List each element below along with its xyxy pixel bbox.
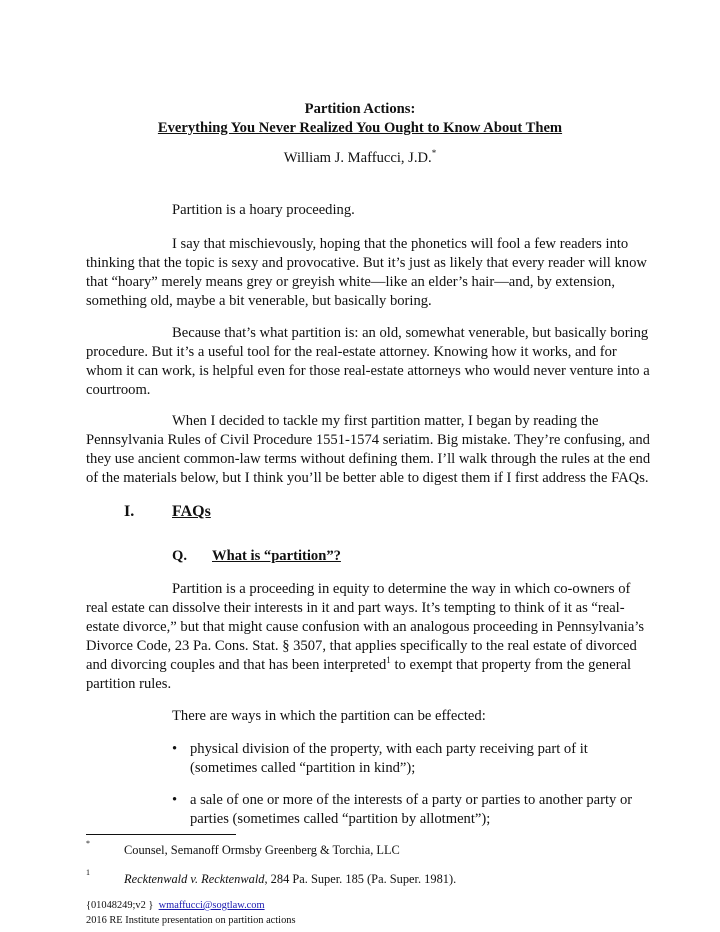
- author-name: William J. Maffucci, J.D.: [283, 150, 432, 166]
- paragraph-3-line: Because that’s what partition is: an old, somewhat venerable, but basically boring: [172, 325, 649, 341]
- footnote-separator: [86, 834, 236, 835]
- paragraph-4-line: Pennsylvania Rules of Civil Procedure 1551-1574 seriatim. Big mistake. They’re confusing, and: [86, 432, 650, 448]
- footnote-text: Recktenwald v. Recktenwald, 284 Pa. Super. 185 (Pa. Super. 1981).: [124, 872, 457, 886]
- question-label: Q.: [172, 548, 187, 564]
- answer-line-with-ref: and divorcing couples and that has been interpreted$^1$ to exempt that property from the general: [86, 655, 632, 673]
- paragraph-2-line: I say that mischievously, hoping that the phonetics will fool a few readers into: [172, 236, 629, 252]
- bullet-item-line: (sometimes called “partition in kind”);: [190, 760, 416, 776]
- footnote-ref-1: 1: [386, 655, 391, 666]
- question-heading: What is “partition”?: [212, 548, 341, 564]
- paragraph-4-line: they use ancient common-law terms without defining them. I’ll walk through the rules at the end: [86, 451, 651, 467]
- bullet-icon: •: [172, 792, 178, 808]
- paragraph-3-line: courtroom.: [86, 382, 151, 398]
- paragraph-2-line: thinking that the topic is sexy and provocative. But it’s just as likely that every reader will know: [86, 255, 647, 271]
- bullet-item-line: a sale of one or more of the interests of a party or parties to another party or: [190, 792, 633, 808]
- footer-doc-line: [86, 900, 265, 911]
- footer-caption: 2016 RE Institute presentation on partition actions: [86, 915, 296, 926]
- section-number: I.: [124, 503, 135, 520]
- ways-intro: There are ways in which the partition can be effected:: [172, 708, 486, 724]
- answer-line: real estate can dissolve their interests in it and part ways. It’s tempting to think of it as “real-: [86, 600, 625, 616]
- footnote-mark: 1: [86, 868, 90, 877]
- email-link[interactable]: wmaffucci@sogtlaw.com: [158, 900, 265, 911]
- paragraph-4-line: When I decided to tackle my first partition matter, I began by reading the: [172, 413, 599, 429]
- answer-line: partition rules.: [86, 676, 172, 692]
- paragraph-4-line: of the materials below, but I think you’ll be better able to digest them if I first address the FAQs.: [86, 470, 649, 486]
- case-name: Recktenwald v. Recktenwald: [124, 872, 265, 886]
- doc-id: {01048249;v2 }: [86, 900, 154, 911]
- answer-line: estate divorce,” but that might cause confusion with an analogous proceeding in Pennsylvania’s: [86, 619, 645, 635]
- paragraph-3-line: procedure. But it’s a useful tool for the real-estate attorney. Knowing how it works, and for: [86, 344, 617, 360]
- bullet-item-line: parties (sometimes called “partition by allotment”);: [190, 811, 491, 827]
- footnote-mark: *: [86, 839, 90, 848]
- paragraph-1: Partition is a hoary proceeding.: [172, 202, 355, 218]
- answer-line: Partition is a proceeding in equity to determine the way in which co-owners of: [172, 581, 631, 597]
- answer-line: Divorce Code, 23 Pa. Cons. Stat. § 3507, that applies specifically to the real estate of divorced: [86, 638, 637, 654]
- footnote-text: Counsel, Semanoff Ormsby Greenberg & Torchia, LLC: [124, 843, 400, 857]
- bullet-item-line: physical division of the property, with each party receiving part of it: [190, 741, 588, 757]
- paragraph-2-line: that “hoary” merely means grey or greyish white—like an elder’s hair—and, by extension,: [86, 274, 615, 290]
- document-title: Partition Actions:: [304, 101, 416, 117]
- section-title: FAQs: [172, 503, 211, 520]
- document-subtitle: Everything You Never Realized You Ought to Know About Them: [157, 120, 563, 136]
- author-line: [0, 150, 720, 167]
- author-footnote-mark: *: [431, 148, 437, 159]
- paragraph-2-line: something old, maybe a bit venerable, but basically boring.: [86, 293, 432, 309]
- bullet-icon: •: [172, 741, 178, 757]
- paragraph-3-line: whom it can work, is helpful even for those real-estate attorneys who would never venture into a: [86, 363, 650, 379]
